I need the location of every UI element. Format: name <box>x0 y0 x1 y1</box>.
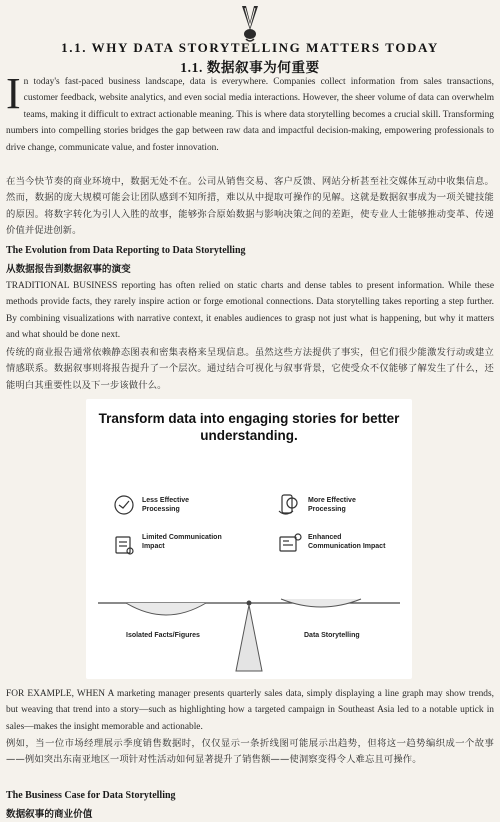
label-isolated-facts: Isolated Facts/Figures <box>126 632 200 639</box>
left-pan <box>126 603 206 615</box>
evolution-paragraph-zh: 传统的商业报告通常依赖静态图表和密集表格来呈现信息。虽然这些方法提供了事实，但它们很少能激发行动或建立情感联系。数据叙事则将报告提升了一个层次。通过结合可视化与叙事背景，它使受众不仅能够了解发生了什么，还能明白其重要性以及下一步该做什么。 <box>6 347 494 391</box>
scale-fulcrum <box>236 605 262 671</box>
less-effective-icon <box>115 496 133 514</box>
evolution-paragraph-en: TRADITIONAL BUSINESS reporting has often relied on static charts and dense tables to present information. While these methods provide facts, they rarely inspire action or forge emotional connections. Data storytelling takes reporting a step further. By combining visualizations with narrative context, it enables audiences to grasp not just what is happening, but why it matters and what should be done next. <box>6 281 494 341</box>
evolution-heading-zh: 从数据报告到数据叙事的演变 <box>6 264 131 275</box>
intro-paragraph-zh: 在当今快节奏的商业环境中，数据无处不在。公司从销售交易、客户反馈、网站分析甚至社交媒体互动中收集信息。然而，数据的庞大规模可能会让团队感到不知所措，难以从中提取可操作的见解。这就是数据叙事成为一项关键技能的原因。将数字转化为引人入胜的故事，能够弥合原始数据与影响决策之间的差距，使专业人士能够推动变革、传递价值并促进创新。 <box>6 176 494 237</box>
more-effective-icon <box>279 495 297 514</box>
label-more-effective: More Effective Processing <box>308 497 356 513</box>
enhanced-communication-icon <box>280 534 301 551</box>
drop-cap: I <box>6 69 21 118</box>
right-pan <box>281 599 361 607</box>
label-less-effective: Less Effective Processing <box>142 497 190 513</box>
section-title-zh: 1.1. 数据叙事为何重要 <box>180 60 320 75</box>
label-enhanced-communication: Enhanced Communication Impact <box>308 534 386 550</box>
section-title-en: 1.1. WHY DATA STORYTELLING MATTERS TODAY <box>61 40 439 55</box>
business-heading-en: The Business Case for Data Storytelling <box>6 790 176 801</box>
intro-text-en: n today's fast-paced business landscape, data is everywhere. Companies collect information from sales transactions, customer feedback, website analytics, and even social media interactions. However, the sheer volume of data can overwhelm teams, making it difficult to extract actionable meaning. This is where data storytelling becomes a crucial skill. Transforming numbers into compelling stories bridges the gap between raw data and impactful decision-making, empowering professionals to drive change, communicate value, and foster innovation. <box>6 77 494 153</box>
label-data-storytelling: Data Storytelling <box>304 632 360 639</box>
business-heading-zh: 数据叙事的商业价值 <box>6 809 93 820</box>
balance-scale-figure <box>86 399 412 679</box>
example-paragraph-zh: 例如，当一位市场经理展示季度销售数据时，仅仅显示一条折线图可能展示出趋势，但将这一趋势编织成一个故事——例如突出东南亚地区一项针对性活动如何显著提升了销售额——使洞察变得令人难忘且可操作。 <box>6 738 494 766</box>
intro-paragraph-en <box>6 69 494 156</box>
limited-communication-icon <box>116 537 133 554</box>
figure-title: Transform data into engaging stories for better understanding. <box>98 411 400 443</box>
quill-emblem-icon <box>236 4 264 44</box>
label-limited-communication: Limited Communication Impact <box>142 534 222 550</box>
evolution-heading-en: The Evolution from Data Reporting to Data Storytelling <box>6 245 246 256</box>
example-paragraph-en: FOR EXAMPLE, WHEN A marketing manager presents quarterly sales data, simply displaying a line graph may show trends, but weaving that trend into a story—such as highlighting how a targeted campaign in Southeast Asia led to a notable uptick in sales—makes the insight memorable and actionable. <box>6 689 494 732</box>
